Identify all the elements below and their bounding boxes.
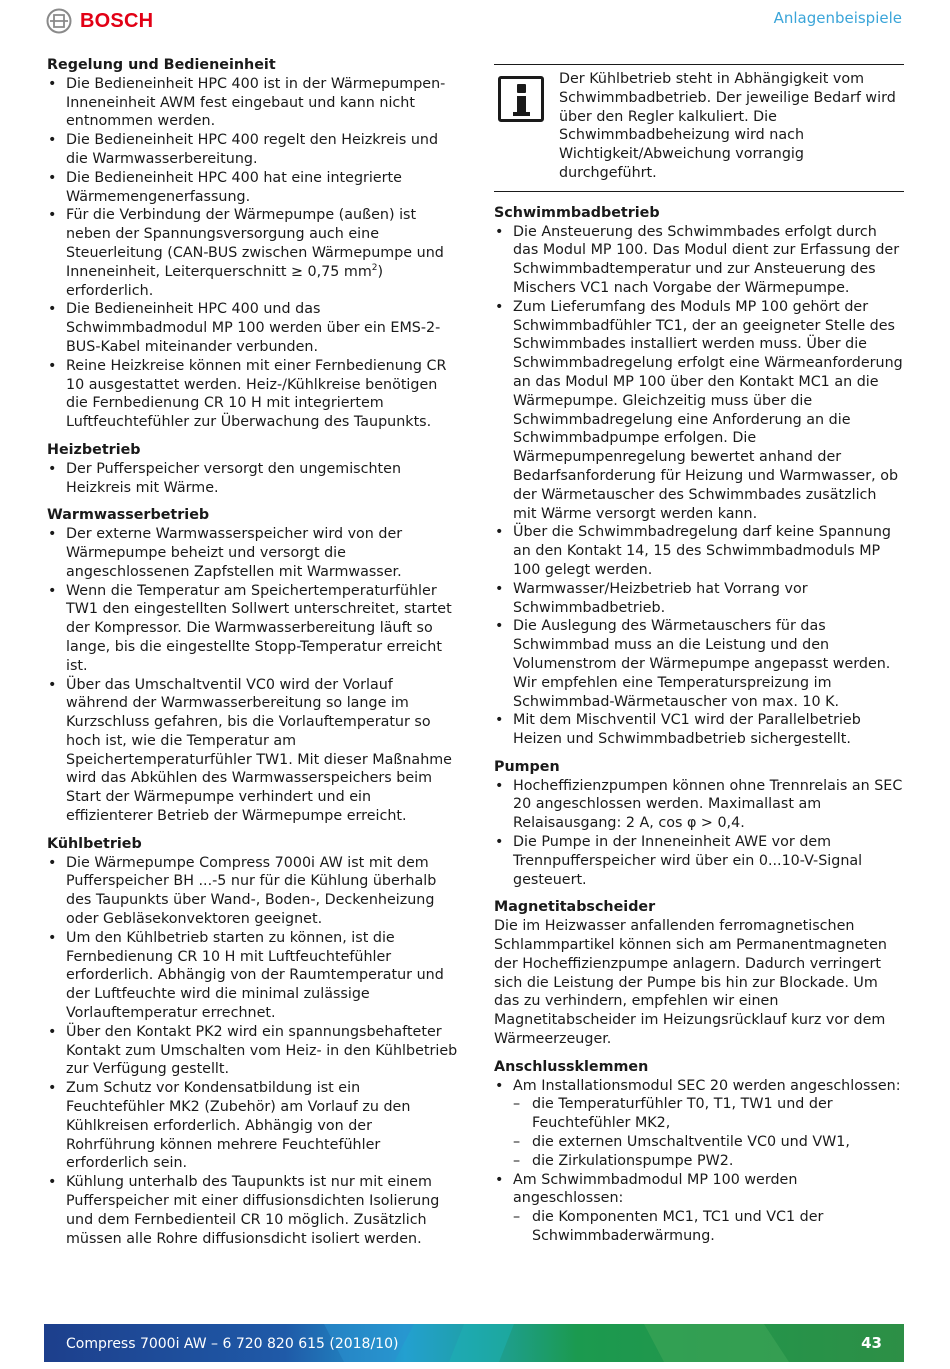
page-header (0, 0, 950, 40)
left-column (47, 56, 459, 1248)
list-item: • Die Auslegung des Wärmetauschers für das Schwimmbad muss an die Leistung und den Volumenstrom der Wärmepumpe angepasst werden. Wir empfehlen eine Temperaturspreizung im Schwimmbad-Wärmetauscher von max. 10 K. (494, 617, 904, 711)
sub-list-item: – die externen Umschaltventile VC0 und VW1, (513, 1133, 904, 1152)
list-item-text: Am Installationsmodul SEC 20 werden angeschlossen: (513, 1077, 901, 1094)
sub-list-item: – die Temperaturfühler T0, T1, TW1 und der Feuchtefühler MK2, (513, 1095, 904, 1133)
heading-regelung: Regelung und Bedieneinheit (47, 57, 276, 73)
list-item: • Um den Kühlbetrieb starten zu können, ist die Fernbedienung CR 10 H mit Luftfeuchtefühler erforderlich. Abhängig von der Raumtemperatur und der Luftfeuchte wird die minimal zulässige Vorlauftemperatur errechnet. (47, 929, 459, 1023)
list-item: • Kühlung unterhalb des Taupunkts ist nur mit einem Pufferspeicher mit einer diffusionsdichten Isolierung und dem Fernbedienteil CR 10 möglich. Zusätzlich müssen alle Rohre diffusionsdicht isoliert werden. (47, 1173, 459, 1248)
heading-kuehlbetrieb: Kühlbetrieb (47, 835, 142, 852)
list-item: • Die Bedieneinheit HPC 400 und das Schwimmbadmodul MP 100 werden über ein EMS-2-BUS-Kabel miteinander verbunden. (47, 300, 459, 356)
list-item: • Hocheffizienzpumpen können ohne Trennrelais an SEC 20 angeschlossen werden. Maximallast am Relaisausgang: 2 A, cos φ > 0,4. (494, 777, 904, 833)
list-item-text: Für die Verbindung der Wärmepumpe (außen) ist neben der Spannungsversorgung auch eine Steuerleitung (CAN-BUS zwischen Wärmepumpe und Inneneinheit, Leiterquerschnitt ≥ 0,75 mm (66, 207, 444, 280)
info-notice (494, 64, 904, 192)
sub-list (513, 1095, 904, 1170)
notice-text: Der Kühlbetrieb steht in Abhängigkeit vom Schwimmbadbetrieb. Der jeweilige Bedarf wird über den Regler kalkuliert. Die Schwimmbadbeheizung wird nach Wichtigkeit/Abweichung vorrangig durchgeführt. (559, 71, 896, 181)
list-kuehlbetrieb (47, 854, 459, 1249)
list-item: • Reine Heizkreise können mit einer Fernbedienung CR 10 ausgestattet werden. Heiz-/Kühlkreise benötigen die Fernbedienung CR 10 H mit integriertem Luftfeuchtefühler zur Überwachung des Taupunkts. (47, 357, 459, 432)
section-title: Anlagenbeispiele (773, 9, 902, 27)
right-column (494, 56, 904, 1246)
list-item: • Der externe Warmwasserspeicher wird von der Wärmepumpe beheizt und versorgt die angeschlossenen Zapfstellen mit Warmwasser. (47, 525, 459, 581)
list-item: • Der Pufferspeicher versorgt den ungemischten Heizkreis mit Wärme. (47, 460, 459, 498)
list-item: • Die Bedieneinheit HPC 400 ist in der Wärmepumpen-Inneneinheit AWM fest eingebaut und kann nicht entnommen werden. (47, 75, 459, 131)
sub-list (513, 1208, 904, 1246)
list-item: • Mit dem Mischventil VC1 wird der Parallelbetrieb Heizen und Schwimmbadbetrieb sichergestellt. (494, 711, 904, 749)
list-item: • Die Pumpe in der Inneneinheit AWE vor dem Trennpufferspeicher wird über ein 0...10-V-Signal gesteuert. (494, 833, 904, 889)
list-item: • Über die Schwimmbadregelung darf keine Spannung an den Kontakt 14, 15 des Schwimmbadmoduls MP 100 gelegt werden. (494, 523, 904, 579)
heading-magnetitabscheider: Magnetitabscheider (494, 899, 656, 916)
footer-document-id: Compress 7000i AW – 6 720 820 615 (2018/10) (66, 1336, 399, 1352)
list-anschlussklemmen (494, 1077, 904, 1246)
heading-heizbetrieb: Heizbetrieb (47, 441, 141, 458)
list-item: • Die Ansteuerung des Schwimmbades erfolgt durch das Modul MP 100. Das Modul dient zur Erfassung der Schwimmbadtemperatur und zur Ansteuerung des Mischers VC1 nach Vorgabe der Wärmepumpe. (494, 223, 904, 298)
list-item: • Warmwasser/Heizbetrieb hat Vorrang vor Schwimmbadbetrieb. (494, 580, 904, 618)
list-schwimmbadbetrieb (494, 223, 904, 749)
list-pumpen (494, 777, 904, 890)
heading-schwimmbadbetrieb: Schwimmbadbetrieb (494, 204, 660, 221)
list-item: • Die Wärmepumpe Compress 7000i AW ist mit dem Pufferspeicher BH ...-5 nur für die Kühlung überhalb des Taupunkts über Wand-, Boden-, Deckenheizung oder Gebläsekonvektoren geeignet. (47, 854, 459, 929)
superscript: 2 (371, 263, 378, 273)
heading-warmwasserbetrieb: Warmwasserbetrieb (47, 507, 210, 524)
list-item: • Zum Schutz vor Kondensatbildung ist ein Feuchtefühler MK2 (Zubehör) am Vorlauf zu den Kühlkreisen erforderlich. Abhängig von der Rohrführung können mehrere Feuchtefühler erforderlich sein. (47, 1079, 459, 1173)
list-item (47, 206, 459, 300)
list-warmwasserbetrieb (47, 525, 459, 826)
list-item: • Die Bedieneinheit HPC 400 hat eine integrierte Wärmemengenerfassung. (47, 169, 459, 207)
heading-anschlussklemmen: Anschlussklemmen (494, 1058, 649, 1075)
list-item: • Über den Kontakt PK2 wird ein spannungsbehafteter Kontakt zum Umschalten vom Heiz- in den Kühlbetrieb zur Verfügung gestellt. (47, 1023, 459, 1079)
list-item: • Zum Lieferumfang des Moduls MP 100 gehört der Schwimmbadfühler TC1, der an geeigneter Stelle des Schwimmbades installiert werden muss. Über die Schwimmbadregelung erfolgt eine Wärmeanforderung an das Modul MP 100 über den Kontakt MC1 an die Wärmepumpe. Gleichzeitig muss über die Schwimmbadregelung eine Anforderung an die Schwimmbadpumpe erfolgen. Die Wärmepumpenregelung bewertet anhand der Bedarfsanforderung für Heizung und Warmwasser, ob der Wärmetauscher des Schwimmbades zusätzlich mit Wärme versorgt werden kann. (494, 298, 904, 524)
list-item-tail: ) erforderlich. (66, 263, 384, 299)
paragraph-magnetitabscheider: Die im Heizwasser anfallenden ferromagnetischen Schlammpartikel können sich am Permanentmagneten der Hocheffizienzpumpe anlagern. Dadurch verringert sich die Leistung der Pumpe bis hin zur Blockade. Um das zu verhindern, empfehlen wir einen Magnetitabscheider im Heizungsrücklauf kurz vor dem Wärmeerzeuger. (494, 918, 887, 1048)
sub-list-item: – die Komponenten MC1, TC1 und VC1 der Schwimmbaderwärmung. (513, 1208, 904, 1246)
page-footer (44, 1324, 904, 1362)
heading-pumpen: Pumpen (494, 758, 560, 775)
list-heizbetrieb (47, 460, 459, 498)
list-item (494, 1077, 904, 1171)
list-item: • Über das Umschaltventil VC0 wird der Vorlauf während der Warmwasserbereitung so lange im Kurzschluss gefahren, bis die Vorlauftemperatur so hoch ist, wie die Temperatur am Speichertemperaturfühler TW1. Mit dieser Maßnahme wird das Abkühlen des Warmwasserspeichers beim Start der Wärmepumpe verhindert und ein effizienterer Betrieb der Wärmepumpe erreicht. (47, 676, 459, 826)
bosch-armature-icon (46, 8, 72, 34)
sub-list-item: – die Zirkulationspumpe PW2. (513, 1152, 904, 1171)
list-item: • Wenn die Temperatur am Speichertemperaturfühler TW1 den eingestellten Sollwert unterschreitet, startet der Kompressor. Die Warmwasserbereitung läuft so lange, bis die eingestellte Stopp-Temperatur erreicht ist. (47, 582, 459, 676)
info-icon (498, 76, 544, 122)
list-regelung (47, 75, 459, 432)
brand-logo (46, 6, 153, 36)
list-item-text: Am Schwimmbadmodul MP 100 werden angeschlossen: (513, 1171, 798, 1207)
list-item: • Die Bedieneinheit HPC 400 regelt den Heizkreis und die Warmwasserbereitung. (47, 131, 459, 169)
brand-name: BOSCH (80, 9, 154, 32)
list-item (494, 1171, 904, 1246)
page-number: 43 (861, 1334, 882, 1352)
